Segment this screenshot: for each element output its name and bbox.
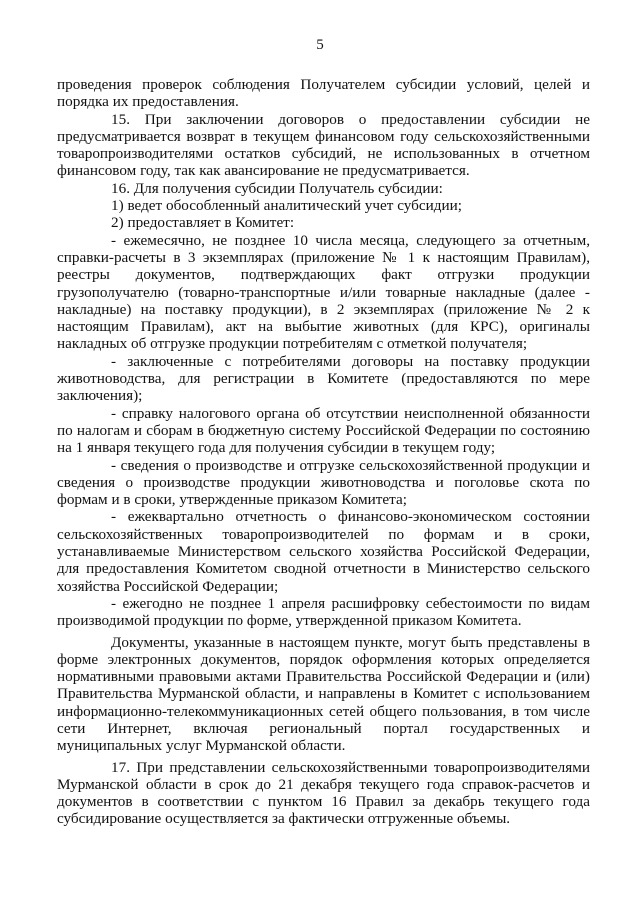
list-item-monthly-reports: - ежемесячно, не позднее 10 числа месяца, следующего за отчетным, справки-расчеты в 3 экземплярах (приложение № 1 к настоящим Правилам), реестры документов, подтверждающих факт отгрузки продукции грузополучателю (товарно-транспортные и/или товарные накладные (далее - накладные) на поставку продукции), в 2 экземплярах (приложение № 2 к настоящим Правилам), акт на выбытие животных (для КРС), оригиналы накладных об отгрузке продукции потребителям с отметкой получателя; (57, 231, 590, 353)
list-item-tax-certificate: - справку налогового органа об отсутствии неисполненной обязанности по налогам и сборам в бюджетную систему Российской Федерации по состоянию на 1 января текущего года для получения субсидии в текущем году; (57, 404, 590, 457)
list-item-quarterly-reports: - ежеквартально отчетность о финансово-экономическом состоянии сельскохозяйственных товаропроизводителей по формам и в сроки, устанавливаемые Министерством сельского хозяйства Российской Федерации, для предоставления Комитетом сводной отчетности в Министерство сельского хозяйства Российской Федерации; (57, 508, 590, 595)
list-item-annual-cost-breakdown: - ежегодно не позднее 1 апреля расшифровку себестоимости по видам производимой продукции по форме, утвержденной приказом Комитета. (57, 594, 590, 630)
paragraph-16-item-2: 2) предоставляет в Комитет: (111, 214, 295, 232)
paragraph-17: 17. При представлении сельскохозяйственными товаропроизводителями Мурманской области в срок до 21 декабря текущего года справок-расчетов и документов в соответствии с пунктом 16 Правил за декабрь текущего года субсидирование осуществляется за фактически отгруженные объемы. (57, 758, 590, 828)
paragraph-electronic-documents: Документы, указанные в настоящем пункте, могут быть представлены в форме электронных документов, порядок оформления которых определяется нормативными правовыми актами Правительства Российской Федерации и (или) Правительства Мурманской области, и направлены в Комитет с использованием информационно-телекоммуникационных сетей общего пользования, в том числе сети Интернет, включая региональный портал государственных и муниципальных услуг Мурманской области. (57, 633, 590, 755)
paragraph-14-continuation: проведения проверок соблюдения Получателем субсидии условий, целей и порядка их предоставления. (57, 76, 590, 111)
paragraph-16: 16. Для получения субсидии Получатель субсидии: (111, 179, 443, 197)
list-item-production-info: - сведения о производстве и отгрузке сельскохозяйственной продукции и сведения о производстве продукции животноводства и поголовье скота по формам и в сроки, утвержденные приказом Комитета; (57, 456, 590, 509)
paragraph-15: 15. При заключении договоров о предоставлении субсидии не предусматривается возврат в текущем финансовом году сельскохозяйственными товаропроизводителями остатков субсидий, не использованных в отчетном финансовом году, так как авансирование не предусматривается. (57, 110, 590, 180)
list-item-contracts: - заключенные с потребителями договоры на поставку продукции животноводства, для регистрации в Комитете (предоставляются по мере заключения); (57, 352, 590, 405)
paragraph-16-item-1: 1) ведет обособленный аналитический учет субсидии; (111, 197, 462, 215)
page-number: 5 (316, 37, 324, 53)
document-body (57, 76, 590, 828)
